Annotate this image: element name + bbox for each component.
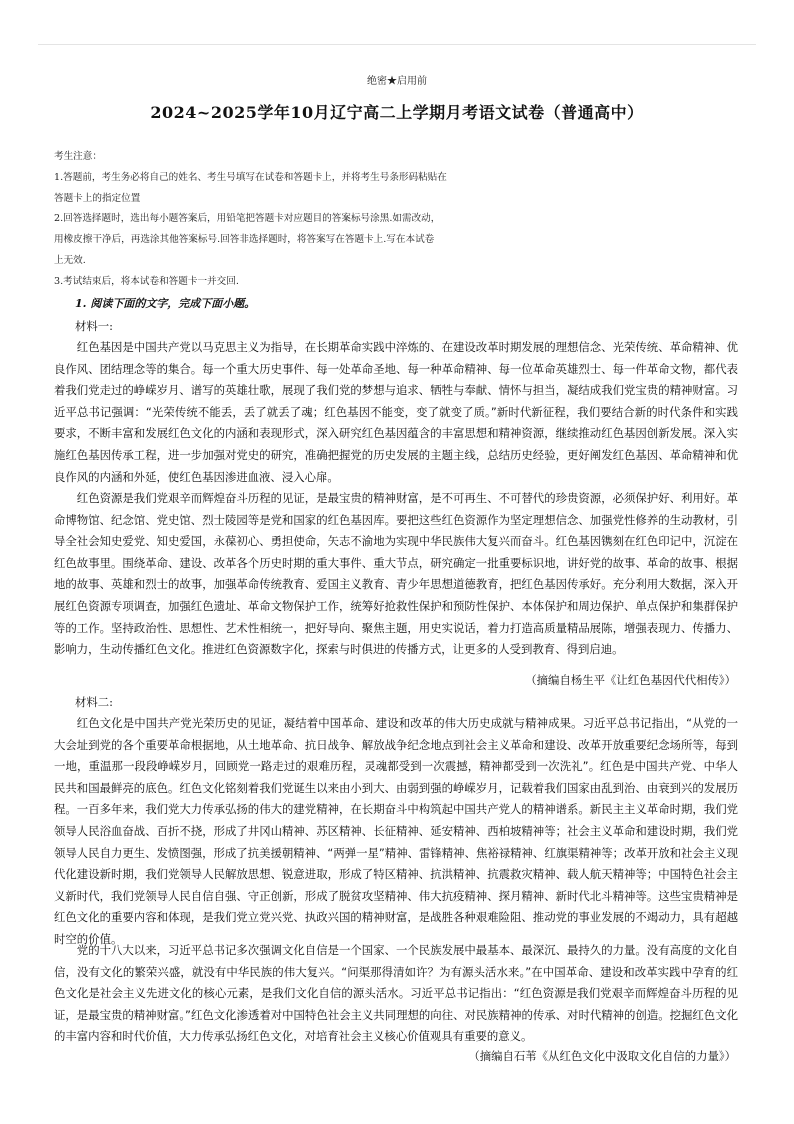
notes-line: 3.考试结束后，将本试卷和答题卡一并交回.	[54, 275, 239, 287]
notes-line: 用橡皮擦干净后，再选涂其他答案标号.回答非选择题时，将答案写在答题卡上.写在本试卷	[54, 234, 435, 246]
question-heading: 1. 阅读下面的文字，完成下面小题。	[75, 297, 256, 310]
top-divider	[38, 44, 756, 45]
material-2-source: （摘编自石苇《从红色文化中汲取文化自信的力量》）	[468, 1049, 736, 1063]
notes-line: 2.回答选择题时，选出每小题答案后，用铅笔把答题卡对应题目的答案标号涂黑.如需改动，	[54, 213, 441, 225]
material-1-paragraph-1: 红色基因是中国共产党以马克思主义为指导，在长期革命实践中淬炼的、在建设改革时期发展的理想信念、光荣传统、革命精神、优良作风、团结理念等的集合。每一个重大历史事件、每一处革命圣地、每一种革命精神、每一位革命英雄烈士、每一件革命文物，都代表着我们党走过的峥嵘岁月、谱写的英雄壮歌，展现了我们党的梦想与追求、牺牲与奉献、情怀与担当，凝结成我们党宝贵的精神财富。习近平总书记强调：“光荣传统不能丢，丢了就丢了魂；红色基因不能变，变了就变了质。”新时代新征程，我们要结合新的时代条件和实践要求，不断丰富和发展红色文化的内涵和表现形式，深入研究红色基因蕴含的丰富思想和精神资源，继续推动红色基因创新发展。深入实施红色基因传承工程，进一步加强对党史的研究，准确把握党的历史发展的主题主线，总结历史经验，更好阐发红色基因、革命精神和优良作风的内涵和外延，使红色基因渗进血液、浸入心扉。	[54, 340, 738, 484]
material-1-label: 材料一:	[75, 319, 114, 333]
exam-title: 2024~2025学年10月辽宁高二上学期月考语文试卷（普通高中）	[150, 103, 644, 122]
material-2-label: 材料二:	[75, 695, 114, 709]
material-1-paragraph-2: 红色资源是我们党艰辛而辉煌奋斗历程的见证，是最宝贵的精神财富，是不可再生、不可替代的珍贵资源，必须保护好、利用好。革命博物馆、纪念馆、党史馆、烈士陵园等是党和国家的红色基因库。要把这些红色资源作为坚定理想信念、加强党性修养的生动教材，引导全社会知史爱党、知史爱国，永葆初心、勇担使命，矢志不渝地为实现中华民族伟大复兴而奋斗。红色基因镌刻在红色印记中，沉淀在红色故事里。围绕革命、建设、改革各个历史时期的重大事件、重大节点，研究确定一批重要标识地，讲好党的故事、革命的故事、根据地的故事、英雄和烈士的故事，加强革命传统教育、爱国主义教育、青少年思想道德教育，把红色基因传承好。充分利用大数据，深入开展红色资源专项调查，加强红色遗址、革命文物保护工作，统筹好抢救性保护和预防性保护、本体保护和周边保护、单点保护和集群保护等的工作。坚持政治性、思想性、艺术性相统一，把好导向、聚焦主题，用史实说话，着力打造高质量精品展陈，增强表现力、传播力、影响力，生动传播红色文化。推进红色资源数字化，探索与时俱进的传播方式，让更多的人受到教育、得到启迪。	[54, 491, 738, 657]
notes-line: 上无效.	[54, 254, 86, 266]
notes-heading: 考生注意：	[54, 151, 102, 162]
notes-line: 1.答题前，考生务必将自己的姓名、考生号填写在试卷和答题卡上，并将考生号条形码粘贴在	[54, 171, 447, 183]
candidate-notes	[54, 147, 514, 293]
material-2-paragraph-1: 红色文化是中国共产党光荣历史的见证，凝结着中国革命、建设和改革的伟大历史成就与精神成果。习近平总书记指出，“从党的一大会址到党的各个重要革命根据地，从土地革命、抗日战争、解放战争纪念地点到社会主义革命和建设、改革开放重要纪念场所等，每到一地，重温那一段段峥嵘岁月，回顾党一路走过的艰难历程，灵魂都受到一次震撼，精神都受到一次洗礼”。红色是中国共产党、中华人民共和国最鲜亮的底色。红色文化铭刻着我们党诞生以来由小到大、由弱到强的峥嵘岁月，记载着我们国家由乱到治、由衰到兴的发展历程。一百多年来，我们党大力传承弘扬的伟大的建党精神，在长期奋斗中构筑起中国共产党人的精神谱系。新民主主义革命时期，我们党领导人民浴血奋战、百折不挠，形成了井冈山精神、苏区精神、长征精神、延安精神、西柏坡精神等；社会主义革命和建设时期，我们党领导人民自力更生、发愤图强，形成了抗美援朝精神、“两弹一星”精神、雷锋精神、焦裕禄精神、红旗渠精神等；改革开放和社会主义现代化建设新时期，我们党领导人民解放思想、锐意进取，形成了特区精神、抗洪精神、抗震救灾精神、载人航天精神等；中国特色社会主义新时代，我们党领导人民自信自强、守正创新，形成了脱贫攻坚精神、伟大抗疫精神、探月精神、新时代北斗精神等。这些宝贵精神是红色文化的重要内容和体现，是我们党立党兴党、执政兴国的精神财富，是战胜各种艰难险阻、推动党的事业发展的不竭动力，具有超越时空的价值。	[54, 716, 738, 946]
material-2-paragraph-2: 党的十八大以来，习近平总书记多次强调文化自信是一个国家、一个民族发展中最基本、最深沉、最持久的力量。没有高度的文化自信，没有文化的繁荣兴盛，就没有中华民族的伟大复兴。“问渠那得清如许？为有源头活水来。”在中国革命、建设和改革实践中孕育的红色文化是社会主义先进文化的核心元素，是我们文化自信的源头活水。习近平总书记指出：“红色资源是我们党艰辛而辉煌奋斗历程的见证，是最宝贵的精神财富。”红色文化渗透着对中国特色社会主义共同理想的向往、对民族精神的传承、对时代精神的创造。挖掘红色文化的丰富内容和时代价值，大力传承弘扬红色文化，对培育社会主义核心价值观具有重要的意义。	[54, 943, 738, 1044]
notes-line: 答题卡上的指定位置	[54, 192, 141, 204]
material-1-source: （摘编自杨生平《让红色基因代代相传》）	[525, 673, 736, 687]
secret-mark: 绝密★启用前	[367, 76, 427, 87]
